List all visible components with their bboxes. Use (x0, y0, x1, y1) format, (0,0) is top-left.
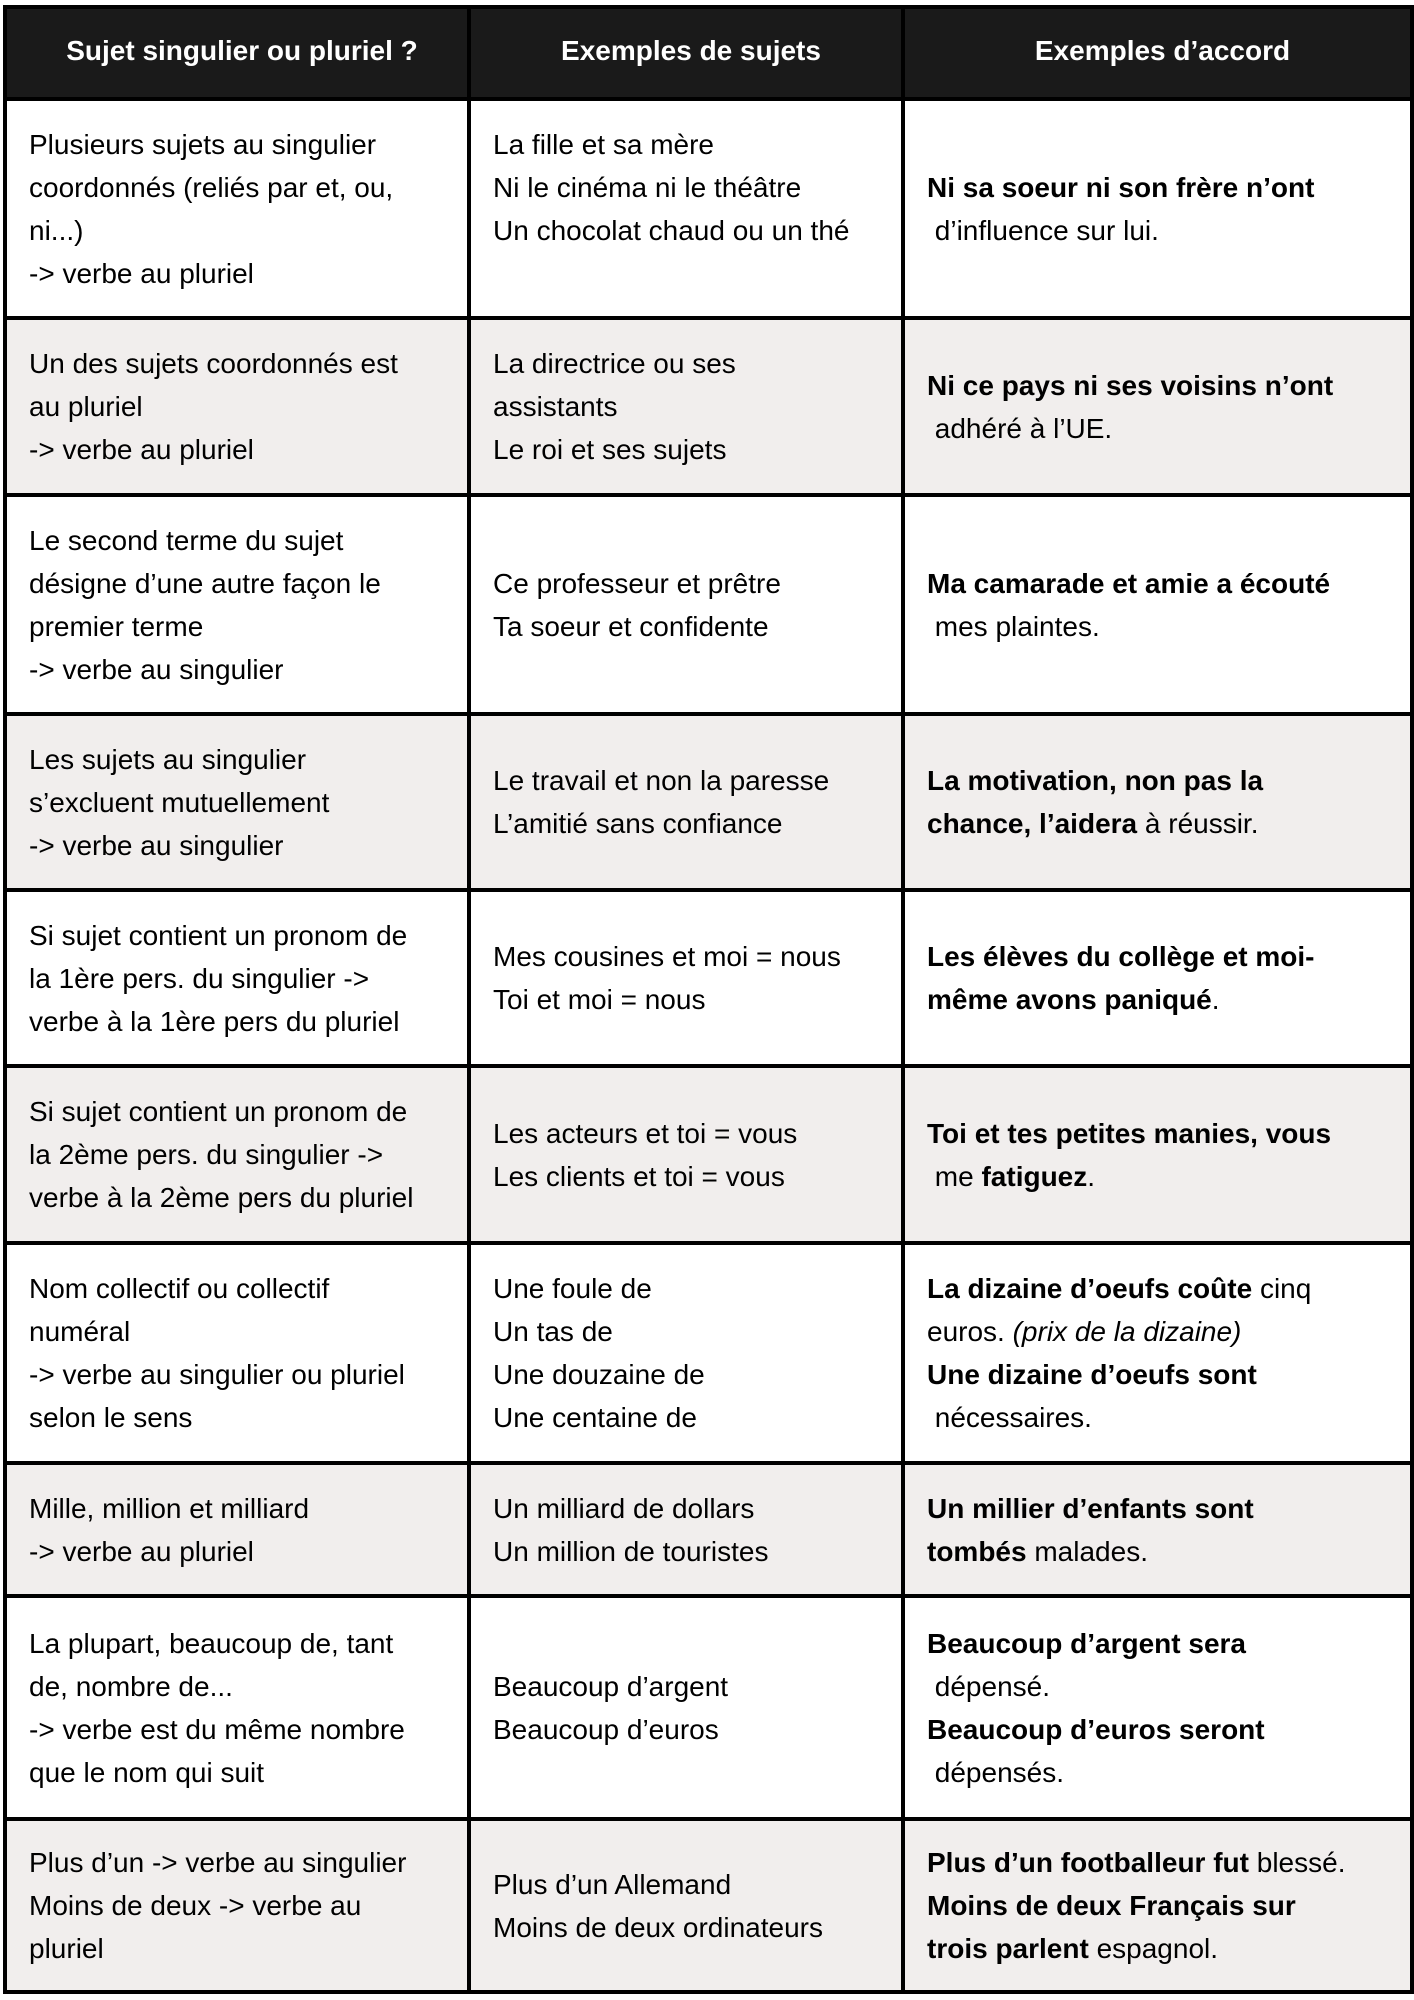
regular-text: mes plaintes. (927, 610, 1100, 642)
agreement-example-line (927, 1487, 1398, 1530)
subject-example-line: Les clients et toi = vous (493, 1160, 785, 1192)
bold-text: chance, l’aidera (927, 808, 1138, 839)
rule-line: -> verbe au singulier (29, 829, 284, 861)
rule-line: Plus d’un -> verbe au singulier (29, 1847, 407, 1878)
subject-example-line: Beaucoup d’euros (493, 1713, 719, 1745)
subject-examples-cell (469, 714, 903, 890)
agreement-example-line (927, 209, 1398, 252)
agreement-example-line (927, 935, 1398, 978)
agreement-example-line (927, 1751, 1398, 1794)
bold-text: Un millier d’enfants sont (927, 1492, 1254, 1524)
rule-line: la 1ère pers. du singulier -> (29, 962, 370, 994)
agreement-example-line (927, 562, 1398, 605)
subject-example-line: La directrice ou ses (493, 348, 736, 379)
agreement-example-line (927, 1310, 1398, 1353)
subject-example-line: L’amitié sans confiance (493, 808, 783, 839)
bold-text: fatiguez (981, 1160, 1088, 1192)
rule-line: premier terme (29, 610, 204, 642)
rule-line: -> verbe au pluriel (29, 1535, 254, 1567)
agreement-example-line (927, 1267, 1398, 1310)
regular-text: d’influence sur lui. (927, 214, 1159, 246)
agreement-example-line (927, 1665, 1398, 1708)
table-row (5, 99, 1412, 318)
table-row (5, 1243, 1412, 1463)
rule-cell (5, 1463, 469, 1596)
subject-example-line: Beaucoup d’argent (493, 1670, 729, 1702)
rule-line: pluriel (29, 1933, 104, 1964)
regular-text: dépensés. (927, 1756, 1064, 1788)
rule-cell (5, 495, 469, 714)
agreement-example-line (927, 1155, 1398, 1198)
subject-example-line: Un milliard de dollars (493, 1492, 755, 1524)
rule-line: ni...) (29, 214, 84, 246)
regular-text: blessé. (1248, 1847, 1346, 1878)
rule-cell (5, 1596, 469, 1819)
rule-line: Plusieurs sujets au singulier (29, 128, 377, 160)
regular-text: me (927, 1160, 982, 1192)
bold-text: trois parlent (927, 1933, 1089, 1964)
subject-examples-cell (469, 318, 903, 495)
agreement-examples-cell (903, 1463, 1412, 1596)
rule-line: désigne d’une autre façon le (29, 567, 381, 599)
bold-text: Beaucoup d’argent sera (927, 1627, 1246, 1659)
agreement-example-line (927, 759, 1398, 802)
rule-line: verbe à la 1ère pers du pluriel (29, 1005, 400, 1037)
rule-line: Si sujet contient un pronom de (29, 1096, 408, 1127)
subject-examples-cell (469, 1066, 903, 1243)
regular-text: dépensé. (927, 1670, 1050, 1702)
rule-cell (5, 1819, 469, 1992)
table-row (5, 890, 1412, 1066)
agreement-example-line (927, 1112, 1398, 1155)
regular-text: euros. (927, 1316, 1013, 1347)
subject-example-line: assistants (493, 391, 618, 422)
agreement-example-line (927, 1396, 1398, 1439)
regular-text: à réussir. (1137, 808, 1259, 839)
agreement-examples-cell (903, 99, 1412, 318)
rule-line: Les sujets au singulier (29, 743, 307, 775)
table-row (5, 318, 1412, 495)
rule-line: coordonnés (reliés par et, ou, (29, 171, 394, 203)
agreement-example-line (927, 364, 1398, 407)
table-row (5, 495, 1412, 714)
rule-line: -> verbe est du même nombre (29, 1713, 405, 1745)
agreement-examples-cell (903, 1596, 1412, 1819)
agreement-examples-cell (903, 1066, 1412, 1243)
table-row (5, 714, 1412, 890)
regular-text: . (1087, 1160, 1096, 1192)
bold-text: La dizaine d’oeufs coûte (927, 1273, 1253, 1304)
subject-examples-cell (469, 1463, 903, 1596)
bold-text: tombés (927, 1535, 1027, 1567)
subject-example-line: Le roi et ses sujets (493, 434, 727, 465)
rule-line: Un des sujets coordonnés est (29, 348, 398, 379)
subject-examples-cell (469, 495, 903, 714)
rule-line: numéral (29, 1316, 131, 1347)
regular-text: adhéré à l’UE. (927, 412, 1113, 444)
table-header (5, 7, 1412, 99)
bold-text: Les élèves du collège et moi- (927, 941, 1315, 972)
rule-line: la 2ème pers. du singulier -> (29, 1139, 384, 1170)
rule-line: -> verbe au pluriel (29, 434, 254, 465)
subject-examples-cell (469, 1243, 903, 1463)
subject-example-line: Un tas de (493, 1316, 613, 1347)
agreement-example-line (927, 802, 1398, 845)
table-row (5, 1463, 1412, 1596)
bold-text: Une dizaine d’oeufs sont (927, 1359, 1257, 1390)
grammar-agreement-table (3, 5, 1414, 1994)
rule-line: selon le sens (29, 1402, 193, 1433)
rule-cell (5, 318, 469, 495)
bold-text: Beaucoup d’euros seront (927, 1713, 1265, 1745)
rule-line: Nom collectif ou collectif (29, 1273, 330, 1304)
table-row (5, 1819, 1412, 1992)
agreement-example-line (927, 605, 1398, 648)
regular-text: . (1211, 984, 1220, 1015)
rule-cell (5, 1243, 469, 1463)
subject-example-line: Un million de touristes (493, 1535, 769, 1567)
agreement-examples-cell (903, 1243, 1412, 1463)
agreement-examples-cell (903, 318, 1412, 495)
agreement-examples-cell (903, 495, 1412, 714)
rule-cell (5, 1066, 469, 1243)
agreement-example-line (927, 1622, 1398, 1665)
table-body (5, 99, 1412, 1992)
rule-cell (5, 890, 469, 1066)
rule-line: au pluriel (29, 391, 143, 422)
bold-text: Plus d’un footballeur fut (927, 1847, 1249, 1878)
subject-example-line: Plus d’un Allemand (493, 1868, 732, 1900)
header-rule: Sujet singulier ou pluriel ? (5, 7, 469, 99)
bold-text: Moins de deux Français sur (927, 1890, 1296, 1921)
agreement-example-line (927, 407, 1398, 450)
rule-line: -> verbe au singulier ou pluriel (29, 1359, 405, 1390)
agreement-example-line (927, 1530, 1398, 1573)
header-subject-examples: Exemples de sujets (469, 7, 903, 99)
table-row (5, 1596, 1412, 1819)
bold-text: Ni sa soeur ni son frère n’ont (927, 171, 1315, 203)
bold-text: Ma camarade et amie a écouté (927, 567, 1331, 599)
agreement-example-line (927, 1708, 1398, 1751)
subject-example-line: Toi et moi = nous (493, 984, 706, 1015)
subject-example-line (493, 252, 889, 295)
rule-line: -> verbe au pluriel (29, 257, 254, 289)
subject-example-line: La fille et sa mère (493, 128, 714, 160)
subject-example-line: Ni le cinéma ni le théâtre (493, 171, 802, 203)
subject-example-line: Ce professeur et prêtre (493, 567, 781, 599)
agreement-example-line (927, 1353, 1398, 1396)
rule-cell (5, 714, 469, 890)
subject-example-line: Ta soeur et confidente (493, 610, 769, 642)
rule-line: Si sujet contient un pronom de (29, 919, 408, 951)
subject-example-line: Une centaine de (493, 1402, 697, 1433)
subject-example-line: Moins de deux ordinateurs (493, 1911, 823, 1943)
rule-line: La plupart, beaucoup de, tant (29, 1627, 394, 1659)
agreement-example-line (927, 1841, 1398, 1884)
regular-text: espagnol. (1088, 1933, 1219, 1964)
bold-text: La motivation, non pas la (927, 765, 1264, 796)
rule-line: verbe à la 2ème pers du pluriel (29, 1182, 414, 1213)
subject-examples-cell (469, 890, 903, 1066)
rule-line: Mille, million et milliard (29, 1492, 310, 1524)
rule-line: de, nombre de... (29, 1670, 233, 1702)
agreement-examples-cell (903, 714, 1412, 890)
subject-example-line: Une douzaine de (493, 1359, 705, 1390)
subject-example-line: Une foule de (493, 1273, 652, 1304)
subject-examples-cell (469, 99, 903, 318)
rule-cell (5, 99, 469, 318)
rule-line: que le nom qui suit (29, 1756, 265, 1788)
rule-line: Moins de deux -> verbe au (29, 1890, 362, 1921)
italic-text: (prix de la dizaine) (1012, 1316, 1242, 1347)
bold-text: même avons paniqué (927, 984, 1212, 1015)
subject-example-line: Un chocolat chaud ou un thé (493, 214, 850, 246)
header-agreement-examples: Exemples d’accord (903, 7, 1412, 99)
agreement-example-line (927, 1884, 1398, 1927)
subject-example-line: Mes cousines et moi = nous (493, 941, 841, 972)
bold-text: Ni ce pays ni ses voisins n’ont (927, 369, 1334, 401)
subject-example-line: Le travail et non la paresse (493, 765, 830, 796)
agreement-example-line (927, 1927, 1398, 1970)
agreement-example-line (927, 166, 1398, 209)
bold-text: Toi et tes petites manies, vous (927, 1117, 1332, 1149)
agreement-examples-cell (903, 890, 1412, 1066)
rule-line: -> verbe au singulier (29, 653, 284, 685)
header-row (5, 7, 1412, 99)
subject-examples-cell (469, 1819, 903, 1992)
rule-line: s’excluent mutuellement (29, 786, 330, 818)
agreement-example-line (927, 978, 1398, 1021)
agreement-examples-cell (903, 1819, 1412, 1992)
regular-text: malades. (1026, 1535, 1148, 1567)
subject-example-line: Les acteurs et toi = vous (493, 1117, 798, 1149)
rule-line: Le second terme du sujet (29, 524, 344, 556)
table-row (5, 1066, 1412, 1243)
regular-text: nécessaires. (927, 1402, 1092, 1433)
subject-examples-cell (469, 1596, 903, 1819)
regular-text: cinq (1252, 1273, 1312, 1304)
